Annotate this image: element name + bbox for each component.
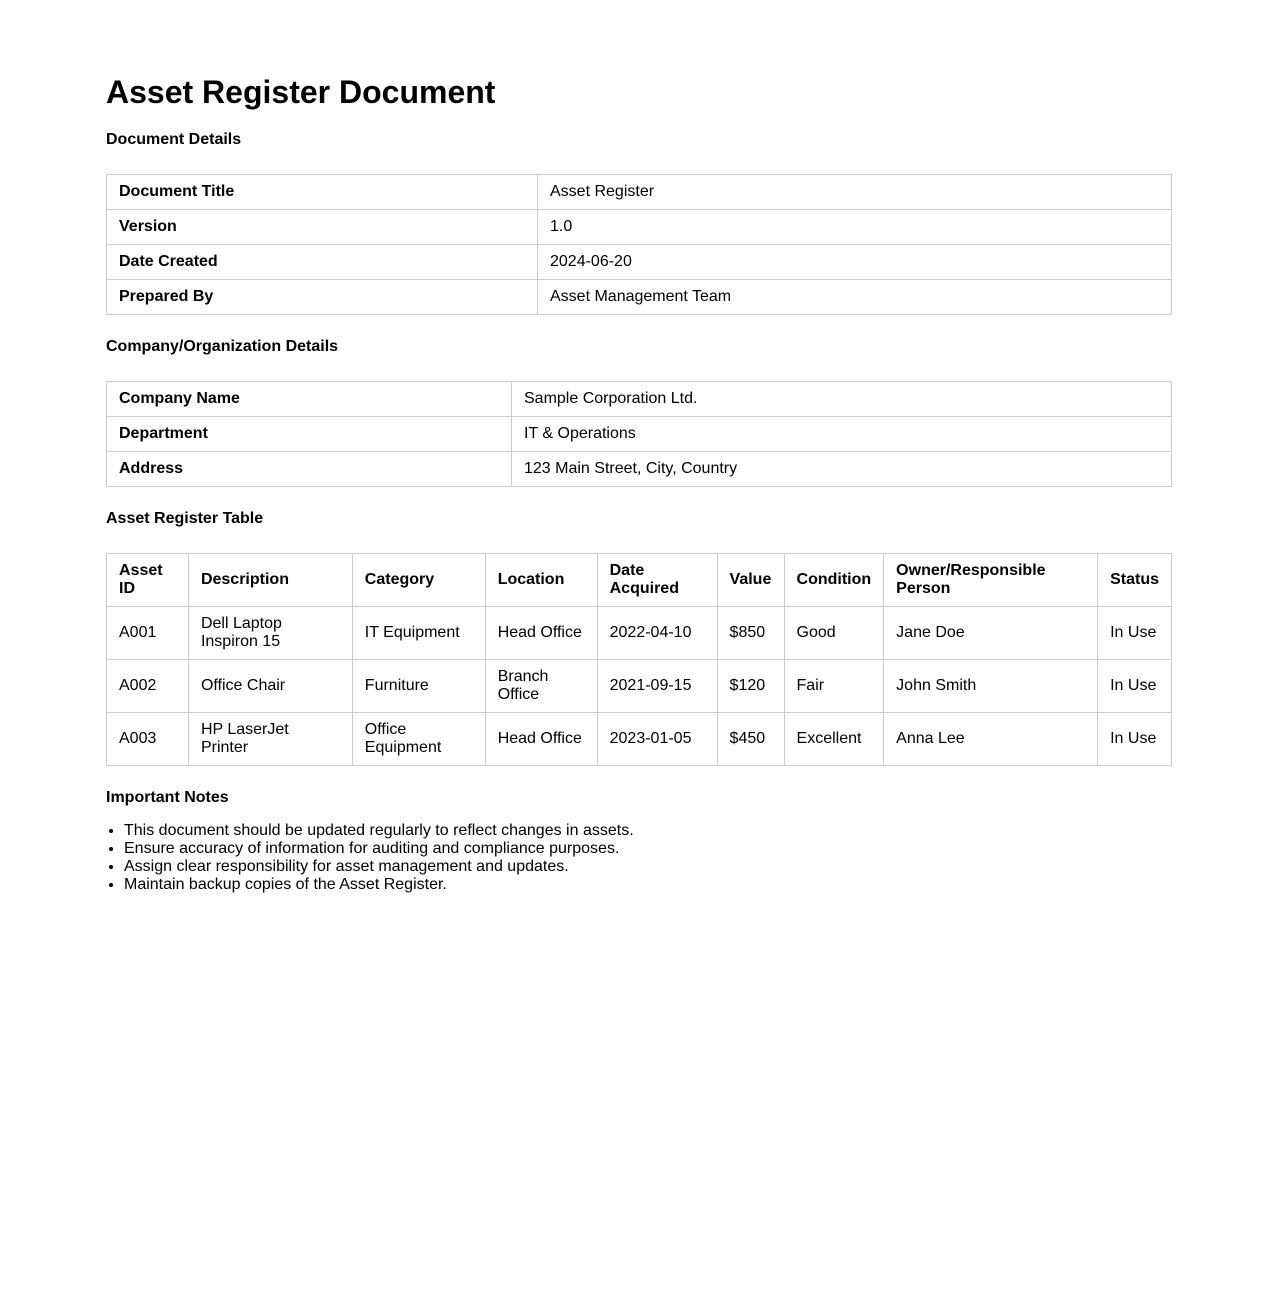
cell-owner: Anna Lee [884, 713, 1098, 766]
list-item: • Ensure accuracy of information for auditing and compliance purposes. [124, 840, 634, 858]
list-item: • Assign clear responsibility for asset management and updates. [124, 858, 634, 876]
column-header-location: Location [485, 554, 597, 607]
important-notes-heading: Important Notes [106, 789, 229, 806]
row-value: Asset Register [538, 175, 1172, 210]
document-details-table [106, 174, 1172, 315]
table-row [107, 210, 1172, 245]
cell-date-acquired: 2023-01-05 [597, 713, 717, 766]
row-value: Sample Corporation Ltd. [512, 382, 1172, 417]
row-label: Document Title [107, 175, 538, 210]
row-value: 1.0 [538, 210, 1172, 245]
cell-description: Dell Laptop Inspiron 15 [188, 607, 352, 660]
cell-condition: Good [784, 607, 884, 660]
cell-owner: Jane Doe [884, 607, 1098, 660]
company-details-heading: Company/Organization Details [106, 338, 339, 355]
page-title: Asset Register Document [106, 74, 496, 110]
column-header-asset-id: Asset ID [107, 554, 189, 607]
table-row [107, 175, 1172, 210]
column-header-owner: Owner/Responsible Person [884, 554, 1098, 607]
cell-value: $120 [717, 660, 784, 713]
table-row [107, 245, 1172, 280]
cell-date-acquired: 2021-09-15 [597, 660, 717, 713]
cell-asset-id: A002 [107, 660, 189, 713]
row-label: Department [107, 417, 512, 452]
cell-date-acquired: 2022-04-10 [597, 607, 717, 660]
cell-status: In Use [1098, 713, 1172, 766]
cell-description: Office Chair [188, 660, 352, 713]
cell-status: In Use [1098, 660, 1172, 713]
cell-category: Furniture [352, 660, 485, 713]
cell-asset-id: A001 [107, 607, 189, 660]
company-details-table [106, 381, 1172, 487]
asset-register-table-heading: Asset Register Table [106, 510, 264, 527]
document-details-heading: Document Details [106, 131, 242, 148]
column-header-category: Category [352, 554, 485, 607]
table-row [107, 452, 1172, 487]
column-header-value: Value [717, 554, 784, 607]
row-value: IT & Operations [512, 417, 1172, 452]
row-label: Address [107, 452, 512, 487]
table-row [107, 417, 1172, 452]
list-item: • Maintain backup copies of the Asset Register. [124, 876, 634, 894]
cell-location: Branch Office [485, 660, 597, 713]
cell-value: $850 [717, 607, 784, 660]
table-row [107, 713, 1172, 766]
cell-location: Head Office [485, 607, 597, 660]
column-header-description: Description [188, 554, 352, 607]
row-value: 2024-06-20 [538, 245, 1172, 280]
column-header-date-acquired: Date Acquired [597, 554, 717, 607]
notes-list [106, 822, 634, 894]
cell-status: In Use [1098, 607, 1172, 660]
column-header-condition: Condition [784, 554, 884, 607]
cell-category: IT Equipment [352, 607, 485, 660]
row-value: 123 Main Street, City, Country [512, 452, 1172, 487]
cell-owner: John Smith [884, 660, 1098, 713]
table-header-row [107, 554, 1172, 607]
table-row [107, 382, 1172, 417]
row-label: Company Name [107, 382, 512, 417]
table-row [107, 660, 1172, 713]
table-row [107, 280, 1172, 315]
cell-value: $450 [717, 713, 784, 766]
row-label: Version [107, 210, 538, 245]
list-item: • This document should be updated regularly to reflect changes in assets. [124, 822, 634, 840]
row-label: Prepared By [107, 280, 538, 315]
cell-description: HP LaserJet Printer [188, 713, 352, 766]
cell-condition: Excellent [784, 713, 884, 766]
asset-register-table [106, 553, 1172, 766]
cell-condition: Fair [784, 660, 884, 713]
cell-asset-id: A003 [107, 713, 189, 766]
column-header-status: Status [1098, 554, 1172, 607]
row-label: Date Created [107, 245, 538, 280]
cell-location: Head Office [485, 713, 597, 766]
cell-category: Office Equipment [352, 713, 485, 766]
row-value: Asset Management Team [538, 280, 1172, 315]
table-row [107, 607, 1172, 660]
